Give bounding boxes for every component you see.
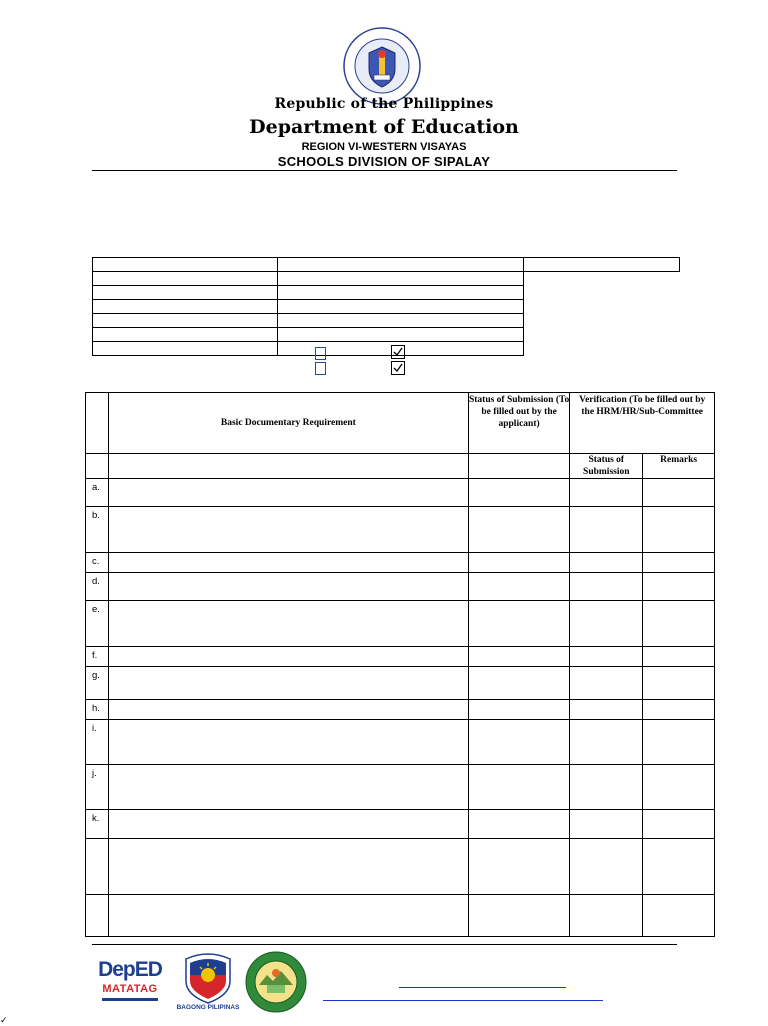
- region-heading: REGION VI-WESTERN VISAYAS: [301, 141, 467, 153]
- table-row: [86, 700, 715, 720]
- row-letter: d.: [86, 573, 109, 601]
- verify-cell[interactable]: [570, 601, 643, 647]
- table-row: [86, 507, 715, 553]
- contact-link[interactable]: [323, 1000, 603, 1001]
- requirement-cell[interactable]: [108, 647, 468, 667]
- verify-cell[interactable]: [570, 700, 643, 720]
- table-row: [86, 479, 715, 507]
- table-row: [86, 895, 715, 937]
- remarks-cell[interactable]: [643, 479, 715, 507]
- info-cell[interactable]: [93, 286, 278, 300]
- status-cell[interactable]: [468, 765, 570, 810]
- remarks-cell[interactable]: [643, 507, 715, 553]
- verify-cell[interactable]: [570, 895, 643, 937]
- checkbox[interactable]: [315, 347, 326, 360]
- requirement-cell[interactable]: [108, 700, 468, 720]
- verify-cell[interactable]: [570, 810, 643, 839]
- info-cell[interactable]: [93, 272, 278, 286]
- row-letter: c.: [86, 553, 109, 573]
- requirement-cell[interactable]: [108, 573, 468, 601]
- row-letter: k.: [86, 810, 109, 839]
- status-cell[interactable]: [468, 601, 570, 647]
- info-cell[interactable]: [93, 258, 278, 272]
- requirement-header: Basic Documentary Requirement: [108, 393, 468, 454]
- info-cell[interactable]: [278, 286, 524, 300]
- division-heading: SCHOOLS DIVISION OF SIPALAY: [277, 154, 491, 169]
- requirement-cell[interactable]: [108, 667, 468, 700]
- requirement-cell[interactable]: [108, 507, 468, 553]
- row-letter: e.: [86, 601, 109, 647]
- remarks-cell[interactable]: [643, 700, 715, 720]
- table-row: [86, 667, 715, 700]
- deped-logo-text: DepED: [98, 958, 162, 981]
- bagong-pilipinas-logo: [176, 951, 240, 1009]
- verify-cell[interactable]: [570, 573, 643, 601]
- checkbox[interactable]: [315, 362, 326, 375]
- info-cell[interactable]: [93, 342, 278, 356]
- remarks-cell[interactable]: [643, 647, 715, 667]
- number-header-cell: [86, 393, 109, 454]
- verify-cell[interactable]: [570, 479, 643, 507]
- status-cell[interactable]: [468, 479, 570, 507]
- verify-cell[interactable]: [570, 765, 643, 810]
- requirement-cell[interactable]: [108, 601, 468, 647]
- status-cell[interactable]: [468, 647, 570, 667]
- remarks-cell[interactable]: [643, 601, 715, 647]
- requirement-cell[interactable]: [108, 810, 468, 839]
- row-letter: a.: [86, 479, 109, 507]
- table-row: [86, 810, 715, 839]
- requirement-cell[interactable]: [108, 553, 468, 573]
- requirement-cell[interactable]: [108, 895, 468, 937]
- table-cell[interactable]: [108, 454, 468, 479]
- logo-underline: [102, 998, 158, 1001]
- table-cell: [86, 454, 109, 479]
- verify-cell[interactable]: [570, 507, 643, 553]
- table-row: [86, 765, 715, 810]
- info-cell[interactable]: [93, 314, 278, 328]
- status-cell[interactable]: [468, 700, 570, 720]
- department-heading: Department of Education: [249, 116, 519, 138]
- remarks-cell[interactable]: [643, 573, 715, 601]
- contact-link[interactable]: [399, 987, 566, 988]
- row-letter: [86, 839, 109, 895]
- row-letter: [86, 895, 109, 937]
- verification-status-header: Status of Submission: [570, 454, 643, 479]
- requirement-cell[interactable]: [108, 479, 468, 507]
- deped-seal-logo: [343, 27, 421, 105]
- info-cell[interactable]: [278, 328, 524, 342]
- requirements-table: [85, 392, 715, 937]
- row-letter: i.: [86, 720, 109, 765]
- verify-cell[interactable]: [570, 553, 643, 573]
- info-cell[interactable]: [93, 328, 278, 342]
- table-row: [86, 573, 715, 601]
- applicant-info-table: [92, 257, 680, 356]
- checkmark-icon[interactable]: [391, 361, 405, 375]
- corner-mark: ✓: [0, 1015, 8, 1025]
- requirement-cell[interactable]: [108, 720, 468, 765]
- status-cell[interactable]: [468, 895, 570, 937]
- row-letter: b.: [86, 507, 109, 553]
- verify-cell[interactable]: [570, 839, 643, 895]
- requirement-cell[interactable]: [108, 839, 468, 895]
- info-cell[interactable]: [278, 272, 524, 286]
- republic-heading: Republic of the Philippines: [274, 96, 494, 112]
- info-cell[interactable]: [278, 258, 524, 272]
- status-cell[interactable]: [468, 720, 570, 765]
- info-cell[interactable]: [524, 258, 680, 272]
- checkmark-icon[interactable]: [391, 345, 405, 359]
- info-cell[interactable]: [93, 300, 278, 314]
- status-cell[interactable]: [468, 507, 570, 553]
- verify-cell[interactable]: [570, 647, 643, 667]
- status-cell[interactable]: [468, 553, 570, 573]
- status-header: Status of Submission (To be filled out by the applicant): [468, 393, 570, 454]
- matatag-logo-text: MATATAG: [102, 983, 158, 995]
- row-letter: j.: [86, 765, 109, 810]
- status-cell[interactable]: [468, 839, 570, 895]
- table-row: [86, 839, 715, 895]
- verify-cell[interactable]: [570, 720, 643, 765]
- remarks-cell[interactable]: [643, 720, 715, 765]
- status-cell[interactable]: [468, 573, 570, 601]
- remarks-cell[interactable]: [643, 765, 715, 810]
- division-of-sipalay-seal: [245, 951, 307, 1013]
- remarks-header: Remarks: [643, 454, 715, 479]
- remarks-cell[interactable]: [643, 810, 715, 839]
- footer-divider: [92, 944, 677, 945]
- verify-cell[interactable]: [570, 667, 643, 700]
- verification-header: Verification (To be filled out by the HRM/HR/Sub-Committee: [570, 393, 715, 454]
- bagong-pilipinas-label: BAGONG PILIPINAS: [176, 1004, 240, 1011]
- table-row: [86, 553, 715, 573]
- row-letter: g.: [86, 667, 109, 700]
- table-row: [86, 720, 715, 765]
- status-cell[interactable]: [468, 810, 570, 839]
- table-cell[interactable]: [468, 454, 570, 479]
- info-cell[interactable]: [278, 314, 524, 328]
- deped-matatag-logo: [94, 958, 166, 1014]
- header-divider: [92, 170, 677, 171]
- row-letter: h.: [86, 700, 109, 720]
- remarks-cell[interactable]: [643, 839, 715, 895]
- remarks-cell[interactable]: [643, 895, 715, 937]
- requirement-cell[interactable]: [108, 765, 468, 810]
- row-letter: f.: [86, 647, 109, 667]
- status-cell[interactable]: [468, 667, 570, 700]
- table-row: [86, 601, 715, 647]
- table-row: [86, 647, 715, 667]
- remarks-cell[interactable]: [643, 667, 715, 700]
- remarks-cell[interactable]: [643, 553, 715, 573]
- info-cell[interactable]: [278, 300, 524, 314]
